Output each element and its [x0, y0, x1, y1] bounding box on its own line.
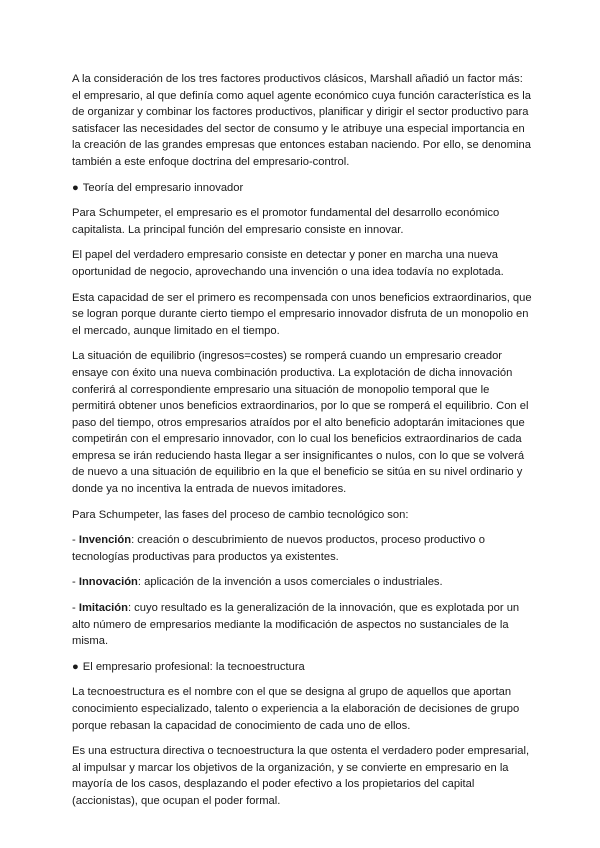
- document-body: [72, 71, 534, 819]
- paragraph-equilibrium: La situación de equilibrio (ingresos=costes) se romperá cuando un empresario creador ensaye con éxito una nueva combinación productiva. La explotación de dicha innovación conferirá al correspondiente empresario una situación de monopolio temporal que le permitirá obtener unos beneficios extraordinarios, por lo que se romperá el equilibrio. Con el paso del tiempo, otros empresarios atraídos por el alto beneficio adoptarán imitaciones que competirán con el empresario innovador, con lo cual los beneficios extraordinarios de cada empresa se irán reduciendo hasta llegar a ser insignificantes o nulos, con lo que se volverá de nuevo a una situación de equilibrio en la que el beneficio se sitúa en su nivel ordinario y donde ya no incentiva la entrada de nuevos imitadores.: [72, 350, 529, 496]
- phase-description: : creación o descubrimiento de nuevos productos, proceso productivo o tecnologías productivas para productos ya existentes.: [72, 534, 485, 563]
- phase-description: : aplicación de la invención a usos comerciales o industriales.: [137, 576, 443, 589]
- paragraph-phases-intro: Para Schumpeter, las fases del proceso de cambio tecnológico son:: [72, 508, 409, 521]
- bullet-icon: ●: [72, 181, 79, 194]
- paragraph-technostructure-power: Es una estructura directiva o tecnoestructura la que ostenta el verdadero poder empresarial, al impulsar y marcar los objetivos de la organización, y se convierte en empresario en la mayoría de los casos, desplazando el poder efectivo a los propietarios del capital (accionistas), que ocupan el poder formal.: [72, 745, 530, 807]
- paragraph-technostructure-definition: La tecnoestructura es el nombre con el que se designa al grupo de aquellos que aportan conocimiento especializado, talento o experiencia a la elaboración de decisiones de grupo porque rebasan la capacidad de conocimiento de cada uno de ellos.: [72, 686, 520, 732]
- paragraph-schumpeter-intro: Para Schumpeter, el empresario es el promotor fundamental del desarrollo económico capitalista. La principal función del empresario consiste en innovar.: [72, 207, 500, 236]
- phase-dash: -: [72, 576, 79, 589]
- phase-description: : cuyo resultado es la generalización de la innovación, que es explotada por un alto número de empresarios mediante la modificación de aspectos no sustanciales de la misma.: [72, 602, 520, 648]
- phase-term: Innovación: [78, 576, 138, 589]
- section-heading-technostructure: [72, 659, 534, 676]
- phase-innovation: [72, 574, 534, 591]
- phase-dash: -: [72, 534, 79, 547]
- section-heading-text: Teoría del empresario innovador: [82, 181, 244, 194]
- phase-dash: -: [72, 602, 79, 615]
- section-heading-innovator: [72, 180, 534, 197]
- bullet-icon: ●: [72, 660, 79, 673]
- paragraph-marshall: A la consideración de los tres factores productivos clásicos, Marshall añadió un factor más: el empresario, al que definía como aquel agente económico cuya función característica es la de organizar y combinar los factores productivos, planificar y dirigir el sector productivo para satisfacer las necesidades del sector de consumo y le atribuye una especial importancia en la creación de las grandes empresas que entonces estaban naciendo. Por ello, se denomina también a este enfoque doctrina del empresario-control.: [72, 73, 531, 168]
- paragraph-extraordinary-profits: Esta capacidad de ser el primero es recompensada con unos beneficios extraordinarios, que se logran porque durante cierto tiempo el empresario innovador disfruta de un monopolio en el mercado, aunque limitado en el tiempo.: [72, 291, 532, 337]
- phase-invention: [72, 532, 534, 565]
- phase-term: Invención: [78, 534, 132, 547]
- phase-term: Imitación: [78, 602, 128, 615]
- phase-imitation: [72, 600, 534, 650]
- section-heading-text: El empresario profesional: la tecnoestructura: [82, 660, 305, 673]
- paragraph-true-entrepreneur: El papel del verdadero empresario consiste en detectar y poner en marcha una nueva oportunidad de negocio, aprovechando una invención o una idea todavía no explotada.: [72, 249, 504, 278]
